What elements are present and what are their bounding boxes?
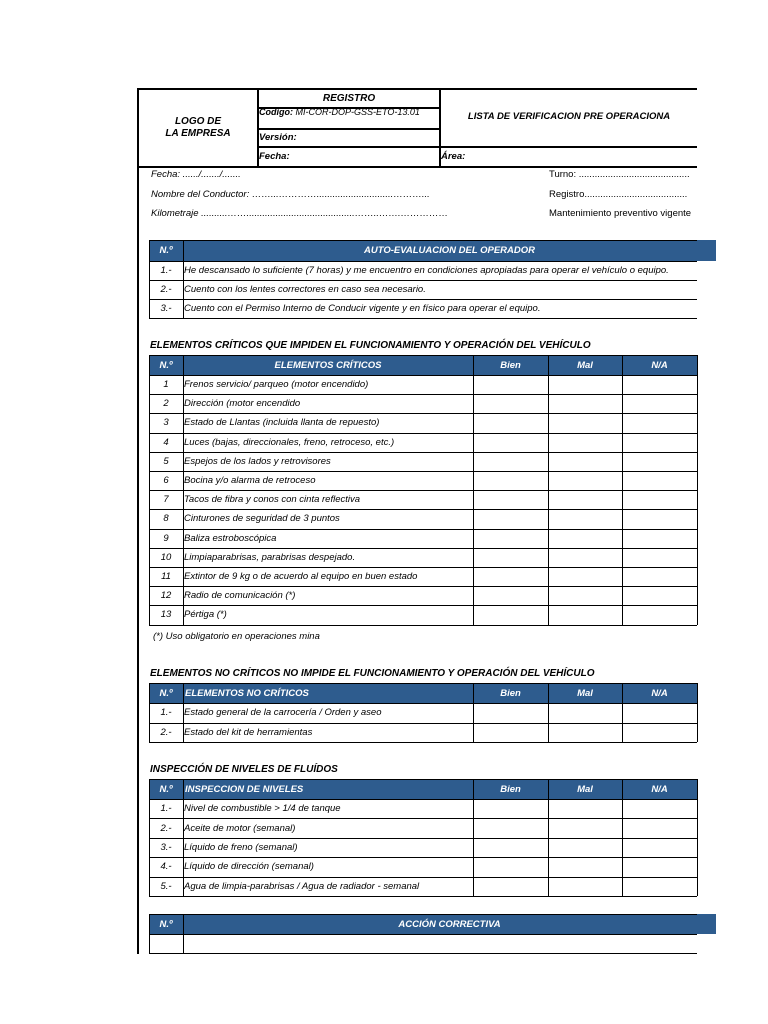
nocriticos-col-bien: Bien bbox=[473, 683, 548, 703]
check-cell-mal[interactable] bbox=[549, 858, 621, 875]
table-row: Radio de comunicación (*) bbox=[184, 590, 296, 602]
table-row-number: 2.- bbox=[160, 726, 172, 738]
mantenimiento-line: Mantenimiento preventivo vigente bbox=[549, 208, 692, 219]
niveles-col-item: INSPECCION DE NIVELES bbox=[183, 779, 473, 799]
check-cell-mal[interactable] bbox=[549, 549, 621, 566]
nocriticos-col-item: ELEMENTOS NO CRÍTICOS bbox=[183, 683, 473, 703]
check-cell-bien[interactable] bbox=[474, 819, 547, 836]
check-cell-na[interactable] bbox=[623, 800, 696, 817]
table-row: Tacos de fibra y conos con cinta reflectiva bbox=[184, 494, 361, 506]
table-row: Cuento con el Permiso Interno de Conducir vigente y en físico para operar el equipo. bbox=[184, 303, 541, 314]
check-cell-mal[interactable] bbox=[549, 606, 621, 623]
check-cell-na[interactable] bbox=[623, 510, 696, 527]
table-row: Pértiga (*) bbox=[184, 609, 227, 621]
check-cell-na[interactable] bbox=[623, 530, 696, 547]
niveles-section-title: INSPECCIÓN DE NIVELES DE FLUÍDOS bbox=[150, 764, 338, 775]
codigo-value: MI-COR-DOP-GSS-ETO-13.01 bbox=[295, 107, 420, 117]
autoeval-col-no: N.º bbox=[149, 240, 183, 261]
conductor-line: Nombre del Conductor: ……...………….............................………... bbox=[151, 189, 430, 200]
criticos-note: (*) Uso obligatorio en operaciones mina bbox=[153, 631, 320, 642]
table-row: Luces (bajas, direccionales, freno, retroceso, etc.) bbox=[184, 436, 395, 448]
table-row-number: 1.- bbox=[160, 803, 172, 815]
page-left-border bbox=[137, 88, 139, 954]
table-row-number: 4.- bbox=[160, 861, 172, 873]
table-row-number: 8 bbox=[163, 513, 169, 525]
check-cell-bien[interactable] bbox=[474, 530, 547, 547]
criticos-col-mal: Mal bbox=[548, 355, 622, 375]
check-cell-mal[interactable] bbox=[549, 472, 621, 489]
table-row-number: 2 bbox=[163, 398, 169, 410]
check-cell-bien[interactable] bbox=[474, 839, 547, 856]
table-row: He descansado lo suficiente (7 horas) y me encuentro en condiciones apropiadas para operar el vehículo o equipo. bbox=[184, 265, 669, 276]
table-row-number: 7 bbox=[163, 494, 169, 506]
criticos-col-na: N/A bbox=[622, 355, 697, 375]
accion-col-no: N.º bbox=[149, 914, 183, 934]
niveles-col-bien: Bien bbox=[473, 779, 548, 799]
check-cell-mal[interactable] bbox=[549, 395, 621, 412]
check-cell-mal[interactable] bbox=[549, 434, 621, 451]
table-row: 2.- bbox=[160, 284, 172, 295]
table-row-number: 6 bbox=[163, 475, 169, 487]
check-cell-bien[interactable] bbox=[474, 453, 547, 470]
check-cell-mal[interactable] bbox=[549, 587, 621, 604]
codigo-field bbox=[259, 108, 437, 117]
check-cell-bien[interactable] bbox=[474, 704, 547, 722]
nocriticos-section-title: ELEMENTOS NO CRÍTICOS NO IMPIDE EL FUNCIONAMIENTO Y OPERACIÓN DEL VEHÍCULO bbox=[150, 668, 595, 679]
table-row: Agua de limpia-parabrisas / Agua de radiador - semanal bbox=[184, 880, 420, 892]
table-row: 3.- bbox=[160, 303, 172, 314]
check-cell-bien[interactable] bbox=[474, 376, 547, 393]
check-cell-mal[interactable] bbox=[549, 800, 621, 817]
table-row: Baliza estroboscópica bbox=[184, 532, 277, 544]
table-row: Dirección (motor encendido bbox=[184, 398, 301, 410]
nocriticos-col-mal: Mal bbox=[548, 683, 622, 703]
check-cell-bien[interactable] bbox=[474, 395, 547, 412]
check-cell-mal[interactable] bbox=[549, 530, 621, 547]
check-cell-na[interactable] bbox=[623, 434, 696, 451]
table-row-number: 5.- bbox=[160, 880, 172, 892]
check-cell-na[interactable] bbox=[623, 819, 696, 836]
check-cell-na[interactable] bbox=[623, 606, 696, 623]
check-cell-na[interactable] bbox=[623, 472, 696, 489]
check-cell-mal[interactable] bbox=[549, 453, 621, 470]
check-cell-bien[interactable] bbox=[474, 606, 547, 623]
registro-line: Registro....................................... bbox=[549, 189, 688, 200]
table-row: Estado del kit de herramientas bbox=[184, 726, 313, 738]
check-cell-mal[interactable] bbox=[549, 376, 621, 393]
table-row-number: 10 bbox=[160, 551, 172, 563]
check-cell-mal[interactable] bbox=[549, 878, 621, 895]
table-row-number: 1.- bbox=[160, 707, 172, 719]
check-cell-bien[interactable] bbox=[474, 587, 547, 604]
check-cell-bien[interactable] bbox=[474, 414, 547, 431]
accion-title: ACCIÓN CORRECTIVA bbox=[183, 914, 716, 934]
fecha-header-label: Fecha: bbox=[259, 151, 290, 162]
check-cell-mal[interactable] bbox=[549, 568, 621, 585]
table-row: Bocina y/o alarma de retroceso bbox=[184, 475, 316, 487]
area-label: Área: bbox=[441, 151, 466, 162]
check-cell-mal[interactable] bbox=[549, 414, 621, 431]
table-row: Estado general de la carrocería / Orden y aseo bbox=[184, 707, 382, 719]
version-label: Versión: bbox=[259, 132, 297, 143]
table-row: Líquido de dirección (semanal) bbox=[184, 861, 314, 873]
check-cell-na[interactable] bbox=[623, 549, 696, 566]
table-row-number: 4 bbox=[163, 436, 169, 448]
nocriticos-col-no: N.º bbox=[149, 683, 183, 703]
autoeval-title: AUTO-EVALUACION DEL OPERADOR bbox=[183, 240, 716, 261]
table-row: Cuento con los lentes correctores en caso sea necesario. bbox=[184, 284, 426, 295]
criticos-col-bien: Bien bbox=[473, 355, 548, 375]
check-cell-bien[interactable] bbox=[474, 434, 547, 451]
criticos-col-no: N.º bbox=[149, 355, 183, 375]
table-row: Cinturones de seguridad de 3 puntos bbox=[184, 513, 340, 525]
table-row: Nivel de combustible > 1/4 de tanque bbox=[184, 803, 341, 815]
table-row-number: 3 bbox=[163, 417, 169, 429]
accion-input-cell[interactable] bbox=[184, 935, 696, 953]
check-cell-mal[interactable] bbox=[549, 724, 621, 742]
codigo-label: Codigo: bbox=[259, 107, 293, 117]
table-row: Limpiaparabrisas, parabrisas despejado. bbox=[184, 551, 356, 563]
turno-line: Turno: .......................................... bbox=[549, 169, 690, 180]
check-cell-mal[interactable] bbox=[549, 839, 621, 856]
check-cell-na[interactable] bbox=[623, 568, 696, 585]
check-cell-na[interactable] bbox=[623, 839, 696, 856]
check-cell-bien[interactable] bbox=[474, 724, 547, 742]
check-cell-mal[interactable] bbox=[549, 510, 621, 527]
check-cell-bien[interactable] bbox=[474, 800, 547, 817]
table-row-number: 12 bbox=[160, 590, 172, 602]
niveles-col-no: N.º bbox=[149, 779, 183, 799]
table-row: 1.- bbox=[160, 265, 172, 276]
check-cell-na[interactable] bbox=[623, 878, 696, 895]
table-row: Líquido de freno (semanal) bbox=[184, 841, 298, 853]
check-cell-na[interactable] bbox=[623, 395, 696, 412]
nocriticos-col-na: N/A bbox=[622, 683, 697, 703]
check-cell-bien[interactable] bbox=[474, 568, 547, 585]
check-cell-mal[interactable] bbox=[549, 491, 621, 508]
check-cell-na[interactable] bbox=[623, 376, 696, 393]
table-row: Frenos servicio/ parqueo (motor encendido) bbox=[184, 379, 369, 391]
table-row: Extintor de 9 kg o de acuerdo al equipo en buen estado bbox=[184, 571, 418, 583]
check-cell-mal[interactable] bbox=[549, 819, 621, 836]
check-cell-na[interactable] bbox=[623, 587, 696, 604]
table-row-number: 3.- bbox=[160, 841, 172, 853]
fecha-line: Fecha: ....../......./....... bbox=[151, 169, 241, 180]
check-cell-na[interactable] bbox=[623, 491, 696, 508]
check-cell-mal[interactable] bbox=[549, 704, 621, 722]
registro-label: REGISTRO bbox=[322, 93, 376, 104]
table-row-number: 11 bbox=[161, 571, 171, 583]
check-cell-na[interactable] bbox=[623, 704, 696, 722]
table-row: Espejos de los lados y retrovisores bbox=[184, 455, 331, 467]
table-row: Aceite de motor (semanal) bbox=[184, 822, 296, 834]
table-row: Estado de Llantas (incluida llanta de repuesto) bbox=[184, 417, 380, 429]
table-row-number: 9 bbox=[163, 532, 169, 544]
check-cell-bien[interactable] bbox=[474, 472, 547, 489]
check-cell-bien[interactable] bbox=[474, 549, 547, 566]
check-cell-na[interactable] bbox=[623, 453, 696, 470]
table-row-number: 13 bbox=[160, 609, 172, 621]
check-cell-na[interactable] bbox=[623, 414, 696, 431]
table-row-number: 1 bbox=[163, 379, 169, 391]
niveles-col-na: N/A bbox=[622, 779, 697, 799]
criticos-col-item: ELEMENTOS CRÍTICOS bbox=[183, 355, 473, 375]
check-cell-bien[interactable] bbox=[474, 878, 547, 895]
logo-line2: LA EMPRESA bbox=[165, 128, 231, 139]
niveles-col-mal: Mal bbox=[548, 779, 622, 799]
criticos-section-title: ELEMENTOS CRÍTICOS QUE IMPIDEN EL FUNCIONAMIENTO Y OPERACIÓN DEL VEHÍCULO bbox=[150, 340, 591, 351]
kilometraje-line: Kilometraje ..........…….........................................……..…….…………… bbox=[151, 208, 449, 219]
check-cell-bien[interactable] bbox=[474, 491, 547, 508]
check-cell-na[interactable] bbox=[623, 858, 696, 875]
logo-placeholder bbox=[139, 116, 257, 140]
table-row-number: 5 bbox=[163, 455, 169, 467]
logo-line1: LOGO DE bbox=[174, 116, 222, 127]
check-cell-bien[interactable] bbox=[474, 858, 547, 875]
document-title: LISTA DE VERIFICACION PRE OPERACIONA bbox=[467, 111, 671, 122]
check-cell-na[interactable] bbox=[623, 724, 696, 742]
table-row-number: 2.- bbox=[160, 822, 172, 834]
check-cell-bien[interactable] bbox=[474, 510, 547, 527]
